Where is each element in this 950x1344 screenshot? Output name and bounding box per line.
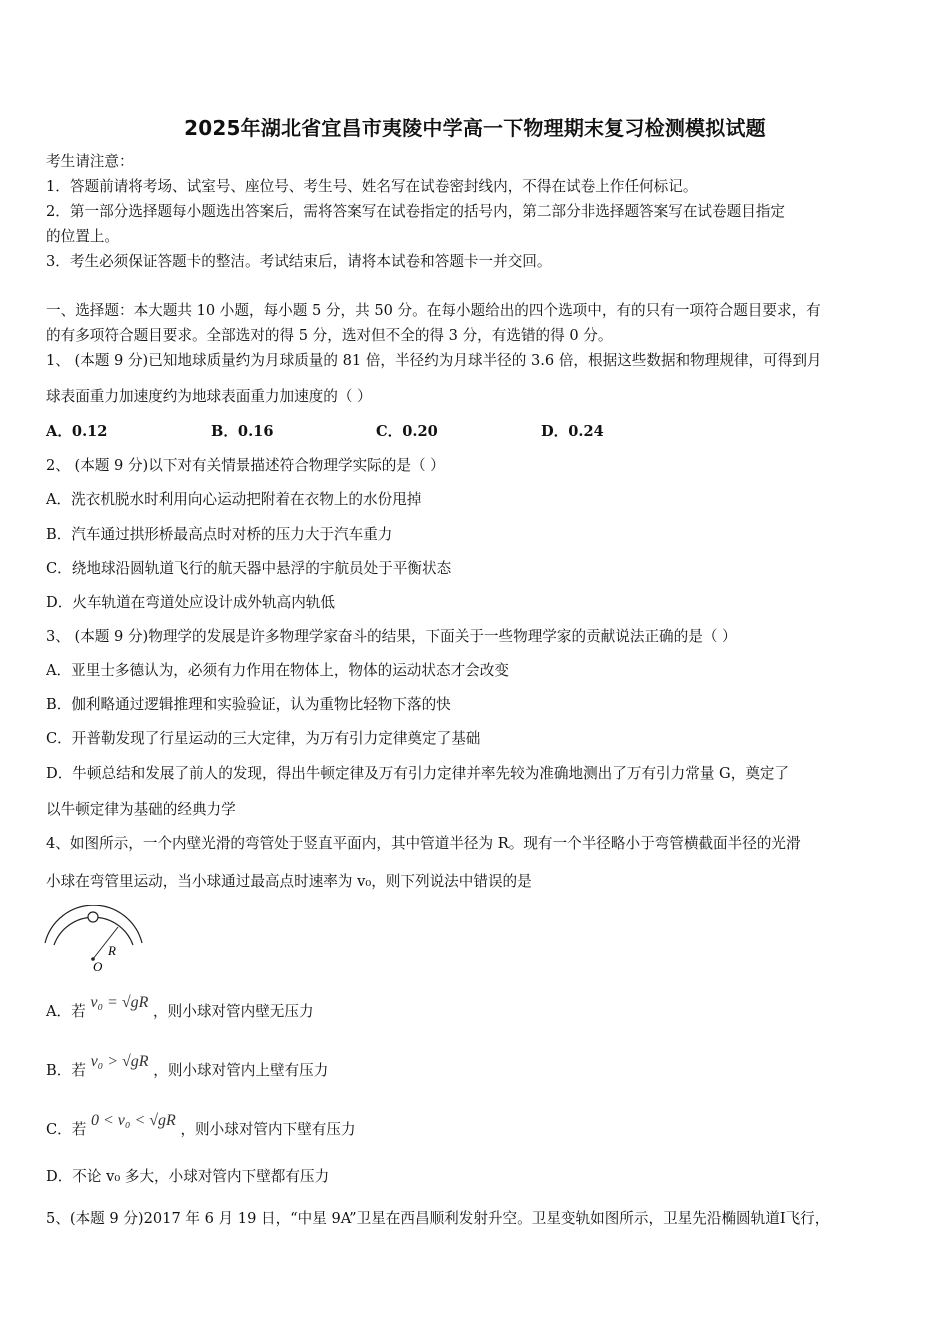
option-d: D．0.24 [541,423,604,440]
option-a: A．亚里士多德认为，必须有力作用在物体上，物体的运动状态才会改变 [46,662,509,679]
question-3-stem: 3、 (本题 9 分)物理学的发展是许多物理学家奋斗的结果，下面关于一些物理学家的贡献说法正确的是（ ） [46,628,737,645]
label-o: O [93,959,103,974]
option-a: A．0.12 [46,423,108,440]
question-4-stem: 小球在弯管里运动，当小球通过最高点时速率为 v₀，则下列说法中错误的是 [46,873,532,890]
question-1-stem: 球表面重力加速度约为地球表面重力加速度的（ ） [46,388,372,405]
option-label: A．若 [46,1003,86,1020]
option-label: C．若 [46,1121,87,1138]
option-b: B．0.16 [211,423,274,440]
option-d: D．不论 v₀ 多大，小球对管内下壁都有压力 [46,1168,330,1185]
formula: v₀ = √gR [90,994,149,1011]
option-d: D．牛顿总结和发展了前人的发现，得出牛顿定律及万有引力定律并率先较为准确地测出了万有引力常量 G，奠定了 [46,765,790,782]
tube-outer-arc [45,905,142,943]
option-text: ，则小球对管内壁无压力 [153,1003,314,1020]
question-5-stem: 5、(本题 9 分)2017 年 6 月 19 日，“中星 9A”卫星在西昌顺利发射升空。卫星变轨如图所示，卫星先沿椭圆轨道Ⅰ飞行， [46,1210,830,1227]
bent-tube-figure [40,905,150,975]
option-c: C．开普勒发现了行星运动的三大定律，为万有引力定律奠定了基础 [46,730,481,747]
notice-item: 1．答题前请将考场、试室号、座位号、考生号、姓名写在试卷密封线内，不得在试卷上作任何标记。 [46,178,698,195]
option-c [46,1112,356,1140]
option-b: B．汽车通过拱形桥最高点时对桥的压力大于汽车重力 [46,526,393,543]
option-b: B．伽利略通过逻辑推理和实验验证，认为重物比轻物下落的快 [46,696,451,713]
label-r: R [108,943,116,958]
page-title: 2025年湖北省宜昌市夷陵中学高一下物理期末复习检测模拟试题 [184,116,766,140]
option-text: ，则小球对管内下壁有压力 [180,1121,356,1138]
question-1-stem: 1、 (本题 9 分)已知地球质量约为月球质量的 81 倍，半径约为月球半径的 3.6 倍，根据这些数据和物理规律，可得到月 [46,352,822,369]
question-4-stem: 4、如图所示，一个内壁光滑的弯管处于竖直平面内，其中管道半径为 R。现有一个半径略小于弯管横截面半径的光滑 [46,835,801,852]
ball [88,912,98,922]
question-2-stem: 2、 (本题 9 分)以下对有关情景描述符合物理学实际的是（ ） [46,457,445,474]
option-b [46,1053,329,1081]
notice-item: 3．考生必须保证答题卡的整洁。考试结束后，请将本试卷和答题卡一并交回。 [46,253,552,270]
section-intro: 的有多项符合题目要求。全部选对的得 5 分，选对但不全的得 3 分，有选错的得 0 分。 [46,327,613,344]
section-intro: 一、选择题：本大题共 10 小题，每小题 5 分，共 50 分。在每小题给出的四个选项中，有的只有一项符合题目要求，有 [46,302,821,319]
formula: 0 < v₀ < √gR [91,1112,176,1129]
option-a [46,994,314,1022]
option-c: C．绕地球沿圆轨道飞行的航天器中悬浮的宇航员处于平衡状态 [46,560,452,577]
option-d: D．火车轨道在弯道处应设计成外轨高内轨低 [46,594,335,611]
notice-heading: 考生请注意： [46,153,134,170]
option-d-continued: 以牛顿定律为基础的经典力学 [46,801,236,818]
option-a: A．洗衣机脱水时利用向心运动把附着在衣物上的水份甩掉 [46,491,422,508]
option-c: C．0.20 [376,423,438,440]
notice-item: 的位置上。 [46,228,119,245]
option-label: B．若 [46,1062,86,1079]
formula: v₀ > √gR [90,1053,149,1070]
question-1-options [46,422,604,442]
notice-item: 2．第一部分选择题每小题选出答案后，需将答案写在试卷指定的括号内，第二部分非选择题答案写在试卷题目指定 [46,203,785,220]
option-text: ，则小球对管内上壁有压力 [153,1062,329,1079]
